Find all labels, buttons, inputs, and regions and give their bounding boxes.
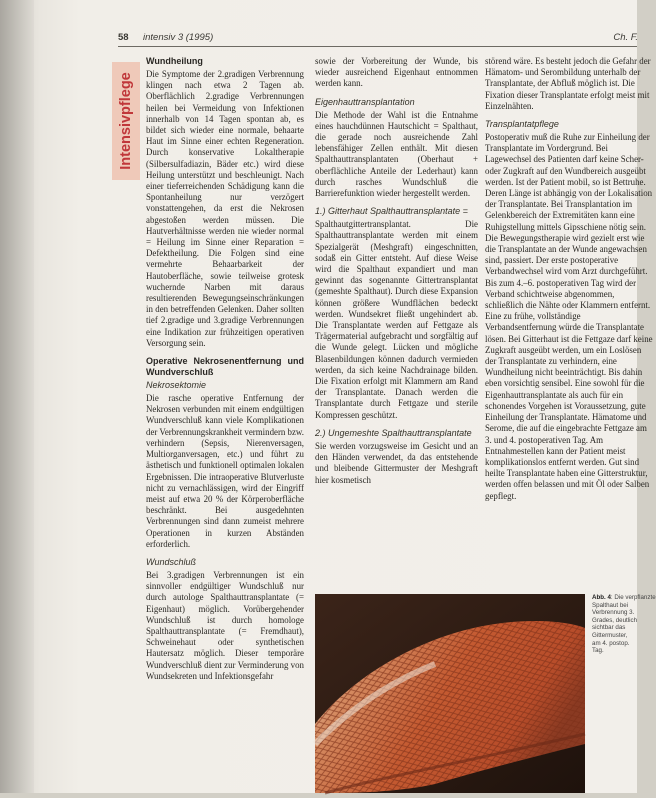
section-tab-label: Intensivpflege	[118, 72, 134, 170]
heading-nekrosektomie: Nekrosektomie	[146, 380, 207, 391]
book-spine	[0, 0, 34, 793]
wound-photo	[315, 594, 585, 793]
figure-caption	[592, 594, 656, 655]
section-tab	[112, 62, 140, 180]
paragraph-transplantatpflege: Postoperativ muß die Ruhe zur Einheilung der Transplantate im Vordergrund. Bei Lagewechsel des Patienten darf keine Scher- oder Zugkraft auf den Wundbereich ausgeübt werden. Ist der Patient mobil, so ist Bettruhe. Deren Länge ist abhängig von der Lokalisation der Transplantate. Bei Transplantation im Gelenkbereich der Extremitäten kann eine Ruhigstellung mittels Gipsschiene nötig sein. Die Bewegungstherapie wird gezielt erst wie die Transplantate an der Wunde angewachsen sind, passiert. Der erste postoperative Verbandwechsel wird vom Arzt durchgeführt. Bis zum 4.–6. postoperativen Tag wird der Verband schichtweise abgenommen, schließlich die Nähte oder Klammern entfernt. Eine zu frühe, vollständige Verbandsentfernung würde die Transplantate lösen. Bei Gitterhaut ist die Fettgaze darf keine Zugkraft ausgeübt werden, um ein Loslösen der Transplantate zu verhindern, eine Wundheilung nicht beeinträchtigt. Bis dahin eben vorsichtig sensibel. Eine sowohl für die Eigenhauttransplantate als auch für ein schonendes Vorgehen ist Voraussetzung, gute Einheilung der Transplantate. Hämatome und Serome, die auf die eingebrachte Fettgaze am 3. und 4. postoperativen Tag. Am Entnahmestellen kann der Patient meist komplikationslos entfernt werden. Gut sind heilte Transplantate haben eine Gitterstruktur, werden offen belassen und mit Öl oder Salben gepflegt.	[485, 132, 653, 501]
caption-label: Abb. 4	[592, 594, 611, 601]
caption-line: Verbrennung 3.	[592, 609, 635, 617]
paragraph-col2-intro: sowie der Vorbereitung der Wunde, bis wieder ausreichend Eigenhaut entnommen werden kann.	[315, 56, 478, 89]
heading-ungemeshte: 2.) Ungemeshte Spalthauttransplantate	[315, 427, 472, 438]
header-rule	[118, 46, 637, 47]
page-number: 58	[118, 32, 129, 43]
paragraph-col3-intro: störend wäre. Es besteht jedoch die Gefahr der Hämatom- und Serombildung unterhalb der Transplantate, der Abfluß möglich ist. Die Fixation dieser Transplantate erfolgt meist mit Einzelnähten.	[485, 56, 651, 111]
running-header-right: Ch. F.	[613, 32, 638, 43]
running-header	[118, 32, 638, 46]
caption-line: Spalthaut bei	[592, 601, 629, 609]
column-2	[315, 56, 478, 493]
paragraph-wundschluss: Bei 3.gradigen Verbrennungen ist ein sinnvoller endgültiger Wundschluß nur durch autologe Spalthauttransplantate (= Eigenhaut) möglich. Vorübergehender Wundschluß ist durch homologe Spalthauttransplantate (= Fremdhaut), Schweinehaut oder synthetischen Hautersatz möglich. Dieser temporäre Wundverschluß dient zur Verminderung von Wundsekreten und Infektionsgefahr	[146, 569, 304, 681]
caption-line: am 4. postop.	[592, 639, 630, 647]
heading-operative: Operative Nekrosenentfernung und Wundverschluß	[146, 356, 304, 378]
caption-line: Tag.	[592, 647, 604, 655]
paragraph-gitter: Spalthautgittertransplantat. Die Spalthauttransplantate werden mit einem Spezialgerät (Meshgraft) eingeschnitten, sodaß ein Gitter entsteht. Auf diese Weise wird die Spalthaut expandiert und man gewinnt das sogenannte Gittertransplantat (gemeshte Spalthaut). Durch diese Expansion können größere Wundflächen bedeckt werden. Wundsekret fließt ungehindert ab. Die Transplantate werden auf Fettgaze als Trägermaterial aufgebracht und sorgfältig auf die Wunde gelegt. Lücken und mögliche Blasenbildungen können dadurch vermieden werden, da sich keine Nachdrainage bilden. Die Fixation erfolgt mit Klammern am Rand der Transplantate. Danach werden die Transplantate durch Fettgaze und sterile Kompressen geschützt.	[315, 219, 478, 420]
caption-line: sichtbar das	[592, 624, 626, 632]
heading-wundheilung: Wundheilung	[146, 56, 203, 66]
column-1	[146, 56, 304, 689]
heading-gitter: 1.) Gitterhaut Spalthauttransplantate =	[315, 206, 468, 217]
caption-line: Gittermuster,	[592, 631, 628, 639]
caption-line: Grades, deutlich	[592, 616, 638, 624]
paragraph-ungemeshte: Sie werden vorzugsweise im Gesicht und an den Händen verwendet, da das entstehende und bleibende Gittermuster der Meshgraft hier kosmetisch	[315, 440, 478, 485]
paragraph-eigenhaut: Die Methode der Wahl ist die Entnahme eines hauchdünnen Hautschicht = Spalthaut, die gerade noch ausreichende Zahl lebensfähiger Zellen enthält. Mit diesen Spalthauttransplantaten (Oberhaut + oberflächliche Anteile der Lederhaut) kann durch rasches Wundschluß die Barrierefunktion wieder hergestellt werden.	[315, 109, 478, 199]
paragraph-wundheilung: Die Symptome der 2.gradigen Verbrennung klingen nach etwa 2 Tagen ab. Oberflächlich 2.gradige Verbrennungen heilen bei Vermeidung von Infektionen innerhalb von 14 Tagen spontan ab, es bildet sich wieder eine normale, behaarte Haut im Sinne einer echten Regeneration. Durch konservative Lokaltherapie (Silbersulfadiazin, Bäder etc.) wird diese Heilung unterstützt und beschleunigt. Nach einer tieferreichenden Schädigung kann die Spontanheilung nur verzögert vonstattengehen, da erst die Nekrosen abgestoßen werden müssen. Die Hautverhältnisse werden nie wieder normal = Heilung im Sinne einer Reparation = Defektheilung. Die Folgen sind eine vermehrte Behaarbarkeit der Hautoberfläche, sowie teilweise grotesk wuchernde Narben mit daraus resultierenden Bewegungseinschränkungen in den betreffenden Gelenken. Daher sollten tief 2.gradige und 3.gradige Verbrennungen eine Indikation zur frühzeitigen operativen Versorgung sein.	[146, 69, 304, 348]
heading-wundschluss: Wundschluß	[146, 556, 197, 567]
wound-photo-graphic	[315, 594, 585, 793]
heading-eigenhaut: Eigenhauttransplantation	[315, 96, 415, 107]
journal-name: intensiv 3 (1995)	[143, 32, 214, 43]
heading-transplantatpflege: Transplantatpflege	[485, 119, 559, 130]
paragraph-nekrosektomie: Die rasche operative Entfernung der Nekrosen verbunden mit einem endgültigen Wundverschluß kann viele Komplikationen der Verbrennungskrankheit vermindern bzw. verhindern (Sepsis, Nierenversagen, Multiorganversagen, etc.) und führt zu ästhetisch und funktionell optimalen lokalen Ergebnissen. Die intraoperative Blutverluste nicht zu vernachlässigen, wird der Eingriff meist auf etwa 20 % der Körperoberfläche beschränkt. Bei ausgedehnten Verbrennungen sind dann zumeist mehrere Operationen in kurzen Abständen erforderlich.	[146, 393, 304, 549]
column-3	[485, 56, 653, 509]
caption-line: : Die verpflanzte	[610, 594, 656, 601]
